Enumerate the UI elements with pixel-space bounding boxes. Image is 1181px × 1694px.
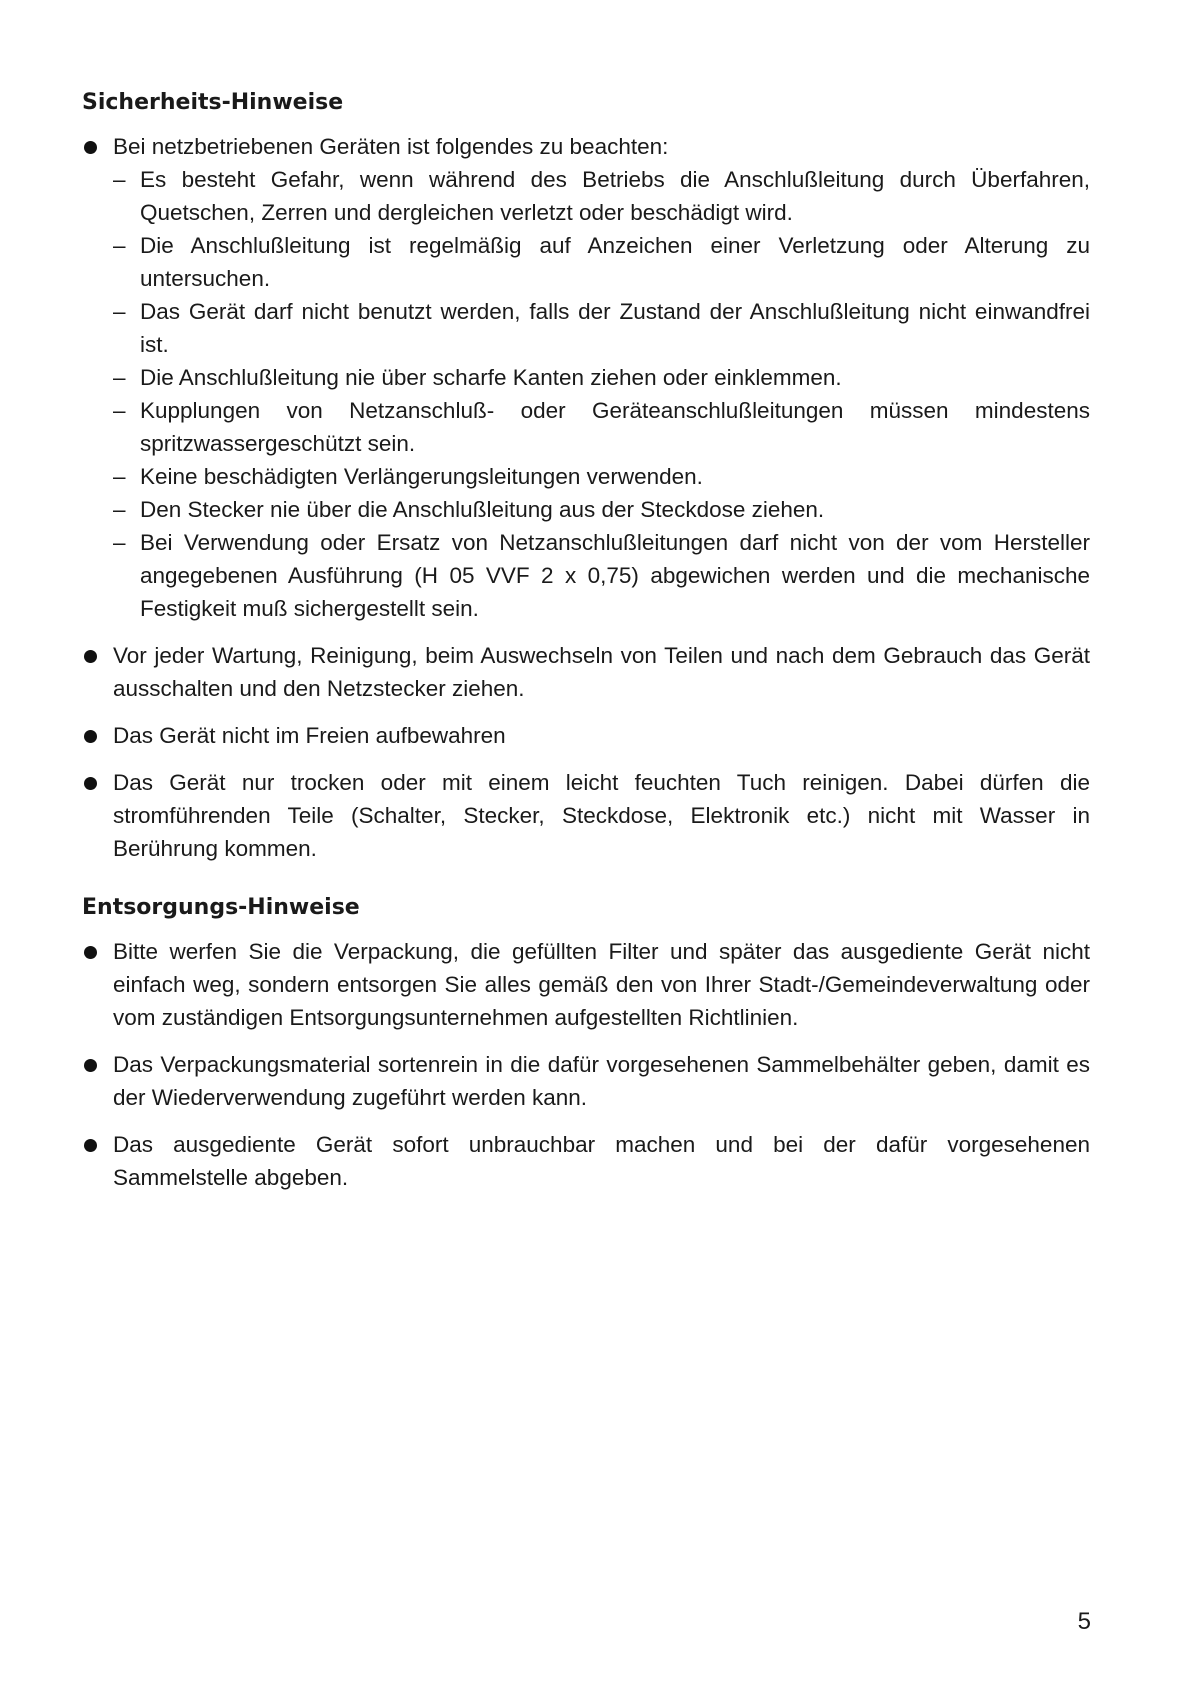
safety-subitem-1: – Es besteht Gefahr, wenn während des Betriebs die Anschlußleitung durch Überfahren, Quetschen, Zerren und dergleichen verletzt oder beschädigt wird. xyxy=(113,163,1090,229)
page-number: 5 xyxy=(1077,1608,1091,1635)
safety-subitem-3: – Das Gerät darf nicht benutzt werden, falls der Zustand der Anschlußleitung nicht einwandfrei ist. xyxy=(113,295,1090,361)
safety-item-maintenance: Vor jeder Wartung, Reinigung, beim Auswechseln von Teilen und nach dem Gebrauch das Gerät ausschalten und den Netzstecker ziehen. xyxy=(82,639,1090,705)
disposal-heading: Entsorgungs-Hinweise xyxy=(82,895,360,920)
disposal-item-1: Bitte werfen Sie die Verpackung, die gefüllten Filter und später das ausgediente Gerät nicht einfach weg, sondern entsorgen Sie alles gemäß den von Ihrer Stadt-/Gemeindeverwaltung oder vom zuständigen Entsorgungsunternehmen aufgestellten Richtlinien. xyxy=(82,935,1090,1034)
disposal-item-2: Das Verpackungsmaterial sortenrein in die dafür vorgesehenen Sammelbehälter geben, damit es der Wiederverwendung zugeführt werden kann. xyxy=(82,1048,1090,1114)
safety-subitem-2: – Die Anschlußleitung ist regelmäßig auf Anzeichen einer Verletzung oder Alterung zu untersuchen. xyxy=(113,229,1090,295)
safety-item-storage: Das Gerät nicht im Freien aufbewahren xyxy=(82,719,1090,752)
safety-subitem-6: – Keine beschädigten Verlängerungsleitungen verwenden. xyxy=(113,460,1090,493)
safety-list xyxy=(82,130,1090,865)
safety-subitem-8: – Bei Verwendung oder Ersatz von Netzanschlußleitungen darf nicht von der vom Hersteller angegebenen Ausführung (H 05 VVF 2 x 0,75) abgewichen werden und die mechanische Festigkeit muß sichergestellt sein. xyxy=(113,526,1090,625)
safety-subitem-7: – Den Stecker nie über die Anschlußleitung aus der Steckdose ziehen. xyxy=(113,493,1090,526)
safety-heading: Sicherheits-Hinweise xyxy=(82,90,344,115)
page-content xyxy=(82,90,1090,1208)
safety-subitem-5: – Kupplungen von Netzanschluß- oder Geräteanschlußleitungen müssen mindestens spritzwassergeschützt sein. xyxy=(113,394,1090,460)
safety-item-power xyxy=(82,130,1090,625)
disposal-item-3: Das ausgediente Gerät sofort unbrauchbar machen und bei der dafür vorgesehenen Sammelstelle abgeben. xyxy=(82,1128,1090,1194)
safety-item-cleaning: Das Gerät nur trocken oder mit einem leicht feuchten Tuch reinigen. Dabei dürfen die stromführenden Teile (Schalter, Stecker, Steckdose, Elektronik etc.) nicht mit Wasser in Berührung kommen. xyxy=(82,766,1090,865)
disposal-list xyxy=(82,935,1090,1194)
safety-item-intro: Bei netzbetriebenen Geräten ist folgendes zu beachten: xyxy=(113,134,669,159)
safety-sublist xyxy=(113,163,1090,625)
safety-subitem-4: – Die Anschlußleitung nie über scharfe Kanten ziehen oder einklemmen. xyxy=(113,361,1090,394)
